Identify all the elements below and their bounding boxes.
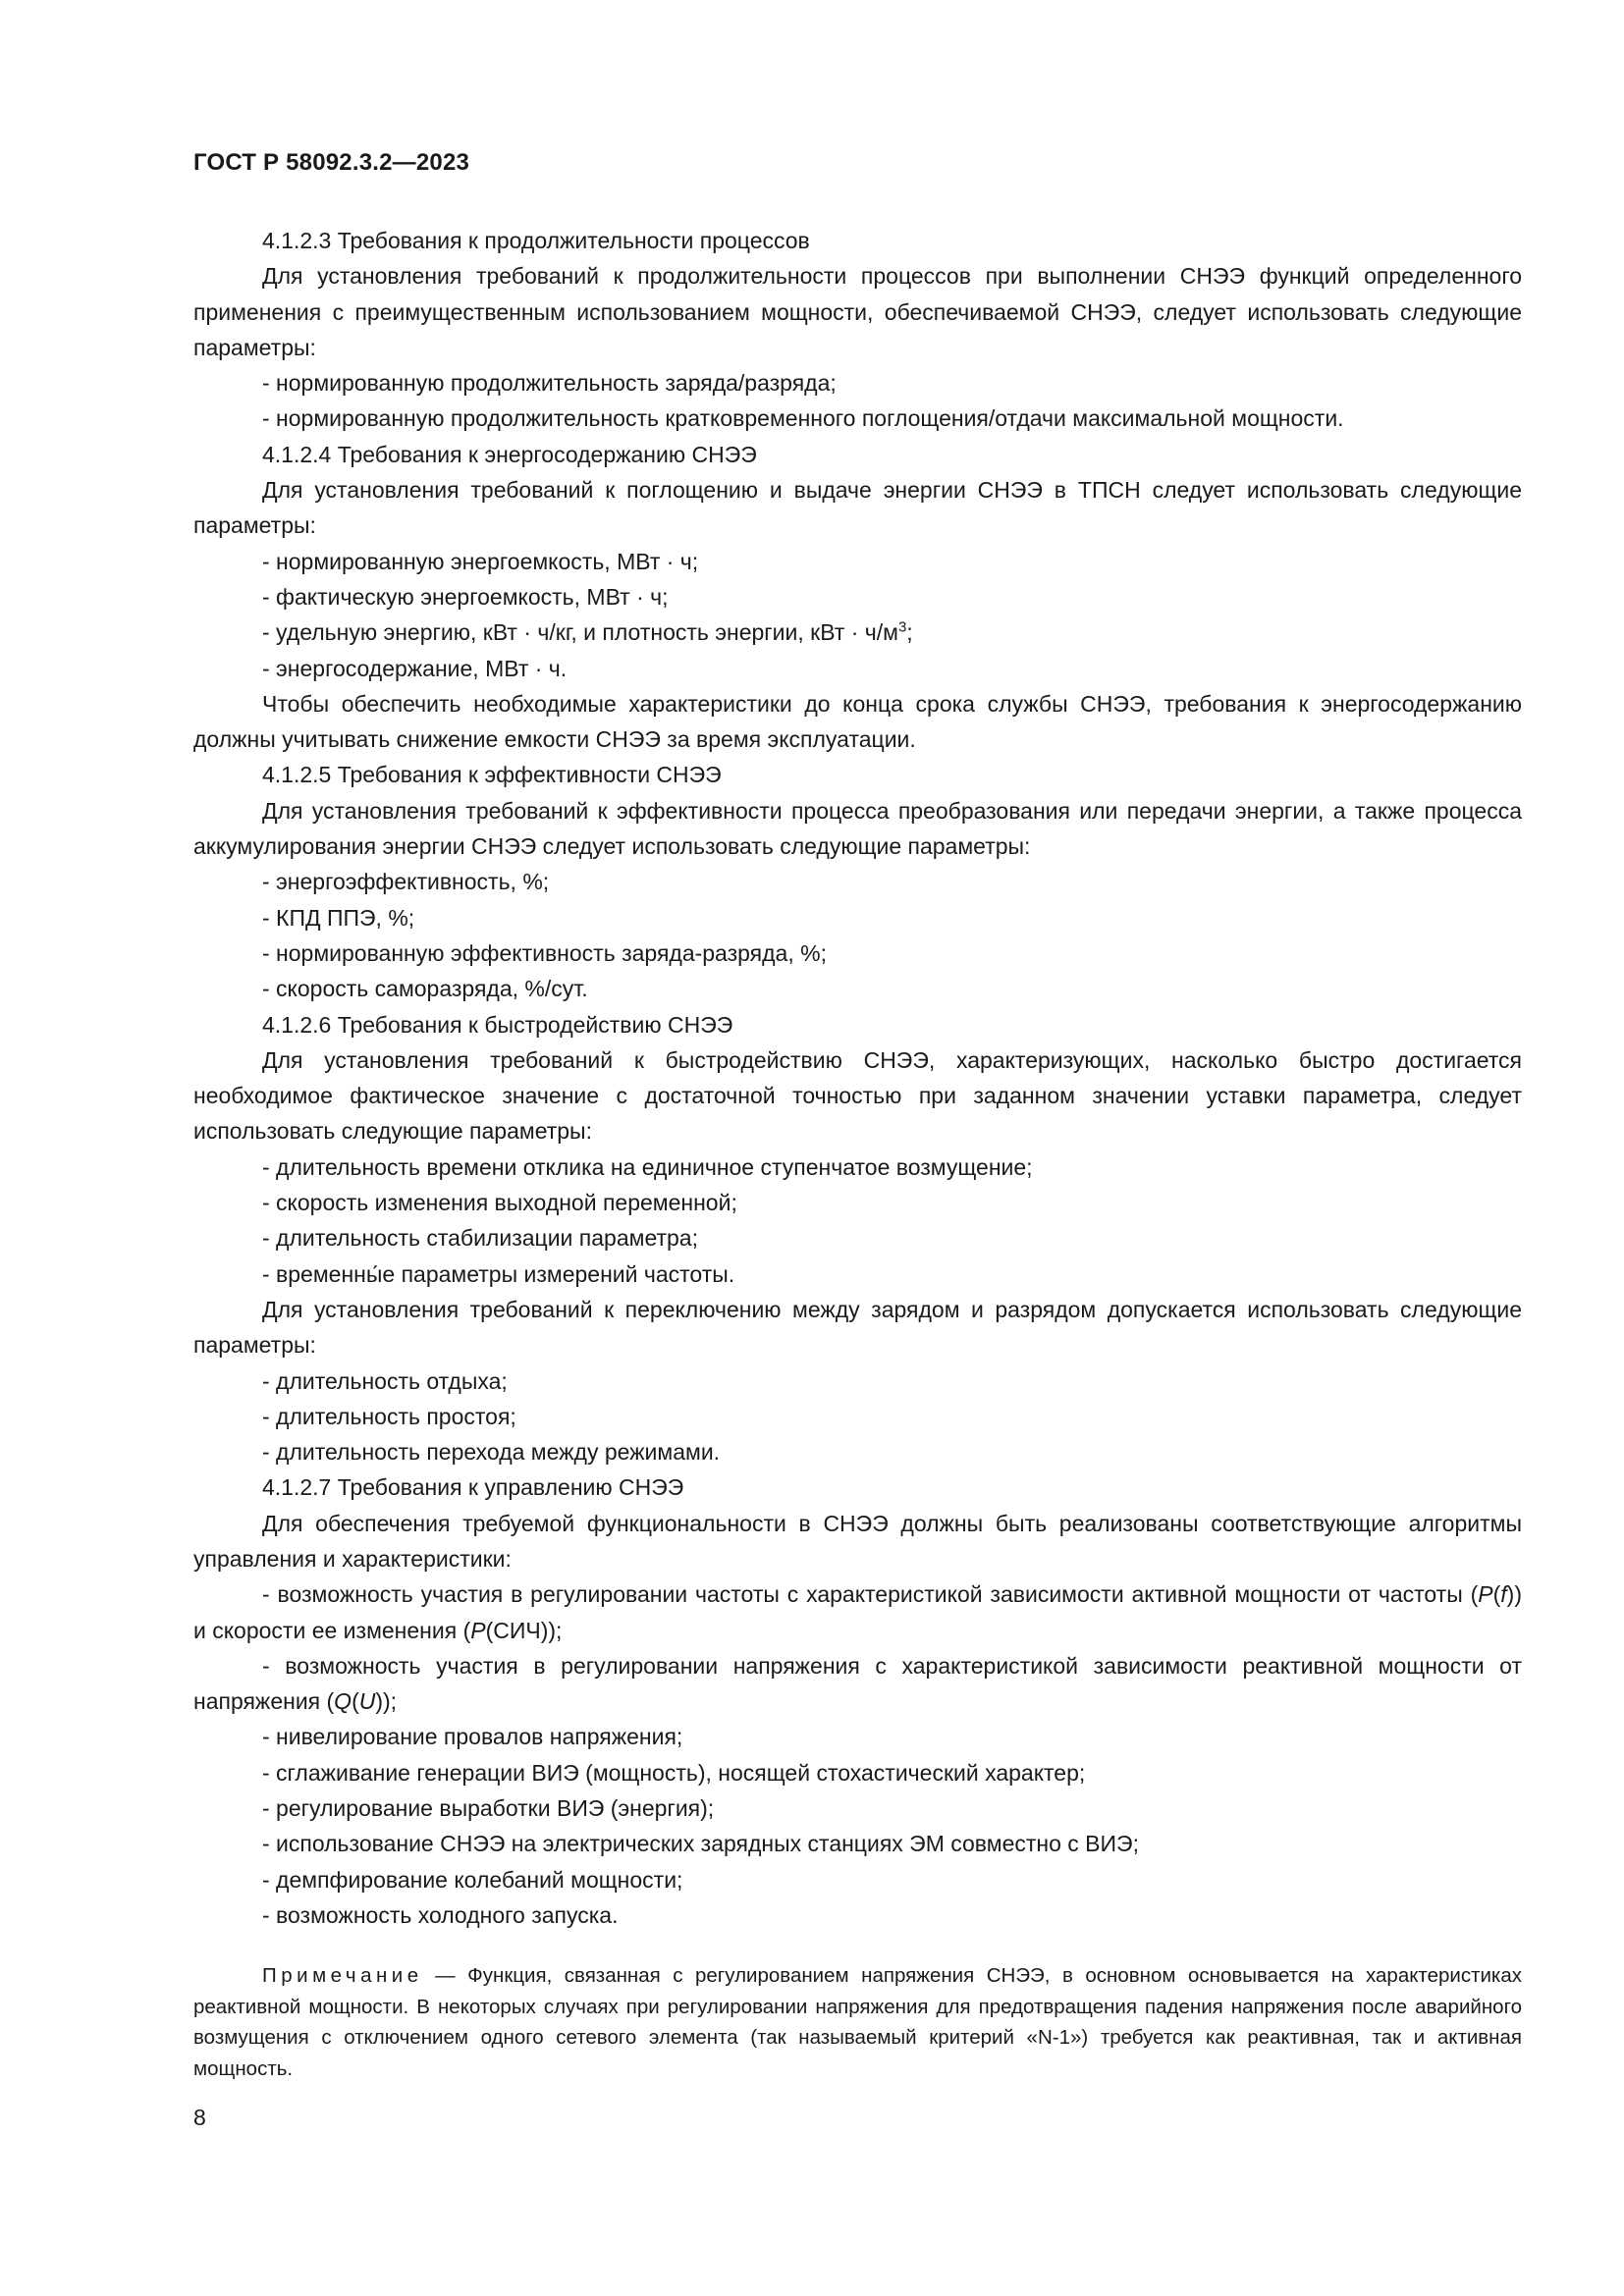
list-item: - нормированную продолжительность кратковременного поглощения/отдачи максимальной мощности. xyxy=(262,405,1344,432)
list-item: - нормированную энергоемкость, МВт · ч; xyxy=(262,548,699,574)
list-item: - скорость изменения выходной переменной; xyxy=(262,1190,737,1216)
list-item-text: ( xyxy=(1492,1581,1501,1608)
note xyxy=(193,1960,1522,2084)
section-heading: 4.1.2.5 Требования к эффективности СНЭЭ xyxy=(262,762,722,788)
section-heading: 4.1.2.7 Требования к управлению СНЭЭ xyxy=(262,1474,684,1501)
list-item-tail: ; xyxy=(906,619,913,646)
paragraph: Для обеспечения требуемой функциональности в СНЭЭ должны быть реализованы соответствующие алгоритмы управления и характеристики: xyxy=(193,1510,1522,1572)
list-item: - КПД ППЭ, %; xyxy=(262,904,415,931)
math-var: U xyxy=(358,1688,376,1715)
list-item-text: )); xyxy=(375,1688,398,1715)
paragraph: Для установления требований к поглощению и выдаче энергии СНЭЭ в ТПСН следует использовать следующие параметры: xyxy=(193,477,1522,539)
page-number: 8 xyxy=(193,2105,206,2130)
math-var: Q xyxy=(334,1688,352,1715)
list-item-text: (СИЧ)); xyxy=(485,1617,563,1643)
list-item: - регулирование выработки ВИЭ (энергия); xyxy=(262,1795,715,1822)
list-item: - нормированную эффективность заряда-разряда, %; xyxy=(262,939,827,966)
list-item: - демпфирование колебаний мощности; xyxy=(262,1866,683,1893)
list-item-text: - удельную энергию, кВт · ч/кг, и плотность энергии, кВт · ч/м xyxy=(262,619,898,646)
list-item: - длительность отдыха; xyxy=(262,1367,508,1394)
section-heading: 4.1.2.4 Требования к энергосодержанию СНЭЭ xyxy=(262,441,757,467)
section-heading: 4.1.2.6 Требования к быстродействию СНЭЭ xyxy=(262,1011,733,1038)
list-item: - энергоэффективность, %; xyxy=(262,869,550,895)
superscript: 3 xyxy=(897,618,907,636)
paragraph: Для установления требований к быстродействию СНЭЭ, характеризующих, насколько быстро достигается необходимое фактическое значение с достаточной точностью при заданном значении уставки параметра, следует использовать следующие параметры: xyxy=(193,1046,1522,1145)
list-item: - длительность стабилизации параметра; xyxy=(262,1225,698,1252)
list-item xyxy=(193,1576,1522,1648)
list-item: - временны́е параметры измерений частоты. xyxy=(262,1260,735,1287)
math-var: P xyxy=(470,1617,486,1643)
list-item: - длительность простоя; xyxy=(262,1403,516,1429)
list-item: - возможность холодного запуска. xyxy=(262,1901,619,1928)
math-var: P xyxy=(1478,1581,1493,1608)
list-item: - длительность перехода между режимами. xyxy=(262,1439,721,1466)
document-body xyxy=(193,223,1522,1933)
list-item xyxy=(193,1648,1522,1720)
note-label: Примечание xyxy=(262,1964,423,1987)
list-item: - длительность времени отклика на единичное ступенчатое возмущение; xyxy=(262,1153,1033,1180)
paragraph: Для установления требований к продолжительности процессов при выполнении СНЭЭ функций определенного применения с преимущественным использованием мощности, обеспечиваемой СНЭЭ, следует использовать следующие параметры: xyxy=(193,263,1522,360)
note-text: — Функция, связанная с регулированием напряжения СНЭЭ, в основном основывается на характеристиках реактивной мощности. В некоторых случаях при регулировании напряжения для предотвращения падения напряжения после аварийного возмущения с отключением одного сетевого элемента (так называемый критерий «N-1») требуется как реактивная, так и активная мощность. xyxy=(193,1964,1522,2080)
document-header: ГОСТ Р 58092.3.2—2023 xyxy=(193,149,470,176)
section-heading: 4.1.2.3 Требования к продолжительности процессов xyxy=(262,228,810,253)
list-item-text: )) и скорости ее изменения ( xyxy=(193,1581,1522,1643)
list-item: - использование СНЭЭ на электрических зарядных станциях ЭМ совместно с ВИЭ; xyxy=(262,1831,1139,1857)
list-item-text: ( xyxy=(352,1688,359,1715)
list-item-text: - возможность участия в регулировании напряжения с характеристикой зависимости реактивной мощности от напряжения ( xyxy=(193,1652,1522,1715)
paragraph: Для установления требований к переключению между зарядом и разрядом допускается использовать следующие параметры: xyxy=(193,1296,1522,1359)
paragraph: Для установления требований к эффективности процесса преобразования или передачи энергии, а также процесса аккумулирования энергии СНЭЭ следует использовать следующие параметры: xyxy=(193,797,1522,860)
list-item: - фактическую энергоемкость, МВт · ч; xyxy=(262,583,669,610)
list-item xyxy=(193,614,1522,650)
list-item: - нивелирование провалов напряжения; xyxy=(262,1724,683,1750)
list-item: - нормированную продолжительность заряда/разряда; xyxy=(262,370,837,397)
list-item: - сглаживание генерации ВИЭ (мощность), носящей стохастический характер; xyxy=(262,1759,1086,1786)
list-item: - скорость саморазряда, %/сут. xyxy=(262,976,588,1002)
paragraph: Чтобы обеспечить необходимые характеристики до конца срока службы СНЭЭ, требования к энергосодержанию должны учитывать снижение емкости СНЭЭ за время эксплуатации. xyxy=(193,690,1522,753)
math-var: f xyxy=(1500,1581,1507,1608)
list-item-text: - возможность участия в регулировании частоты с характеристикой зависимости активной мощности от частоты ( xyxy=(262,1581,1479,1608)
list-item: - энергосодержание, МВт · ч. xyxy=(262,655,568,681)
